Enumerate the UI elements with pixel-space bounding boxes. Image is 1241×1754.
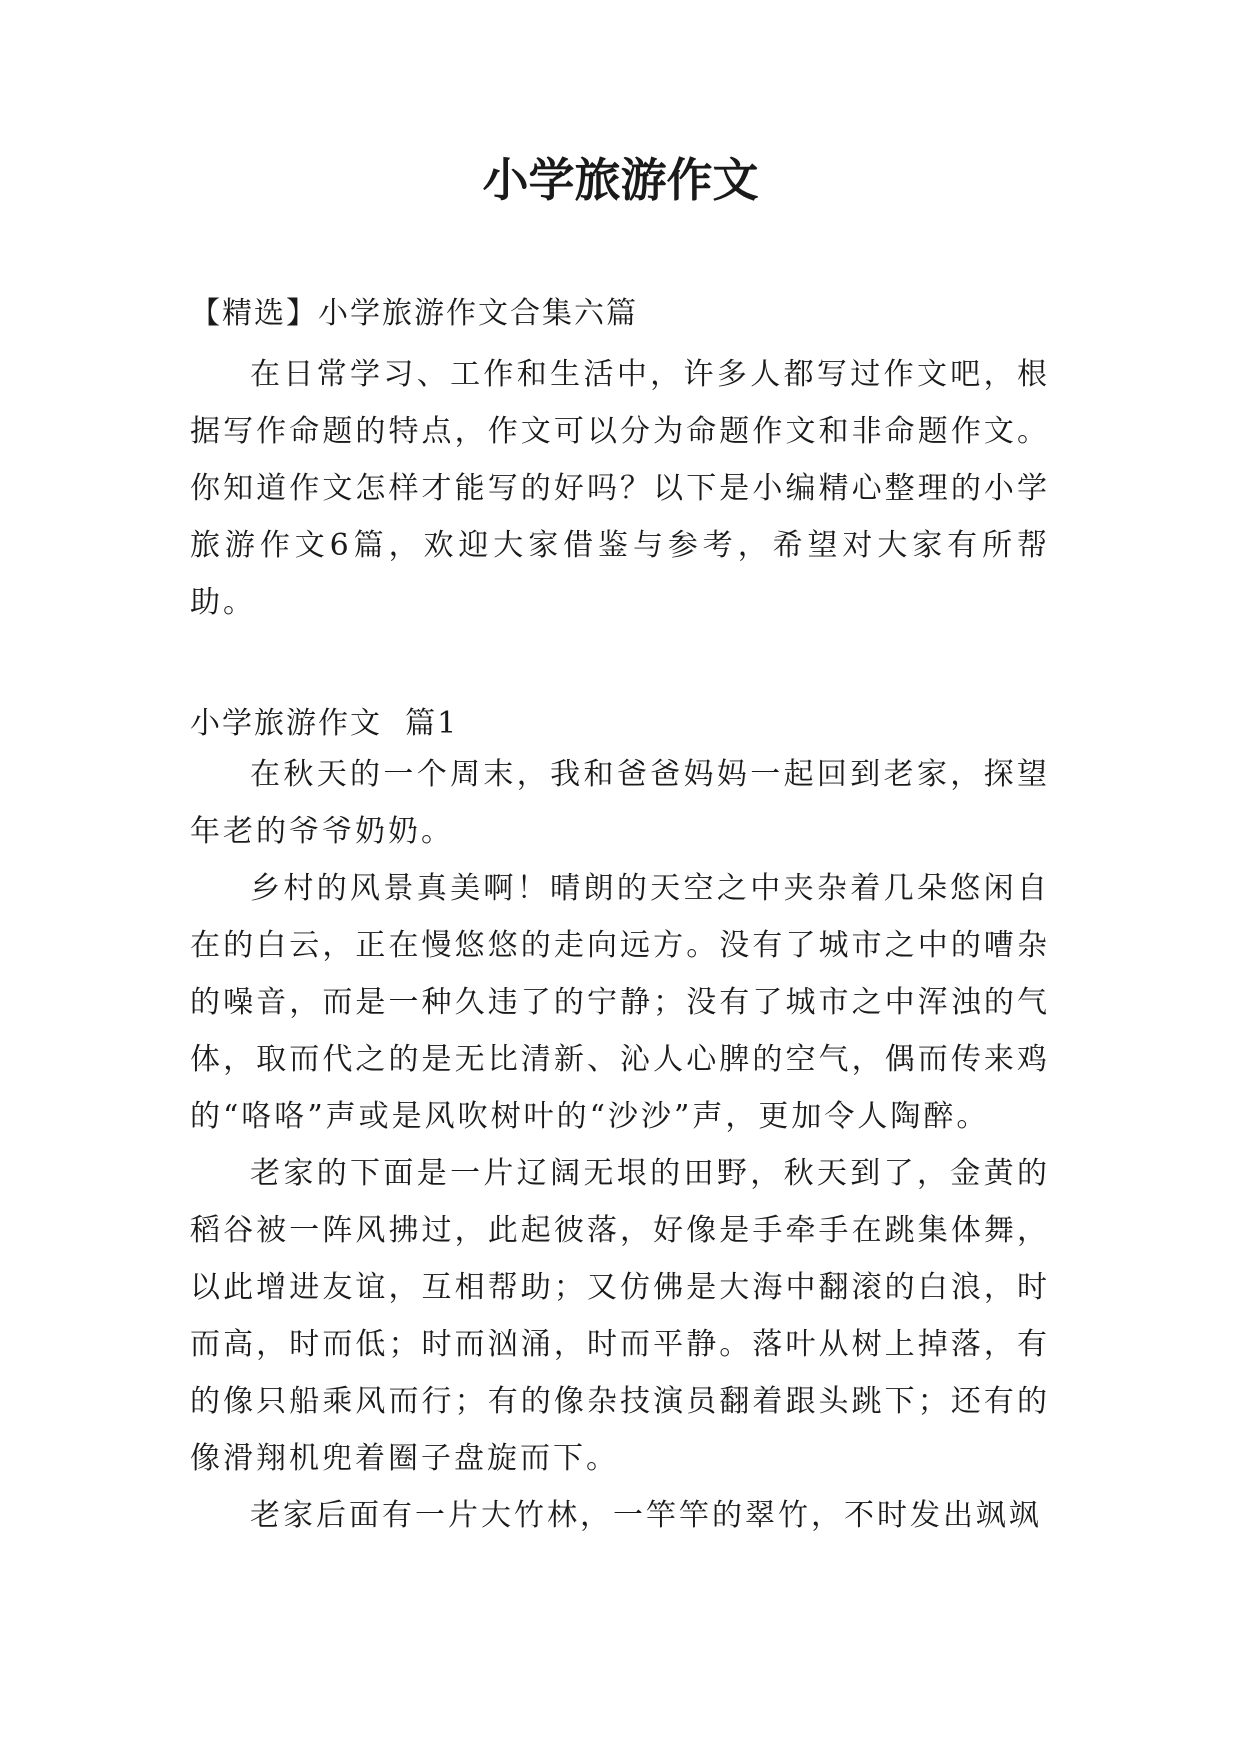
- body-paragraph: 老家的下面是一片辽阔无垠的田野，秋天到了，金黄的稻谷被一阵风拂过，此起彼落，好像是手牵手在跳集体舞，以此增进友谊，互相帮助；又仿佛是大海中翻滚的白浪，时而高，时而低；时而汹涌，时而平静。落叶从树上掉落，有的像只船乘风而行；有的像杂技演员翻着跟头跳下；还有的像滑翔机兜着圈子盘旋而下。: [190, 1156, 1050, 1476]
- section-heading: 小学旅游作文 篇1: [190, 706, 459, 741]
- body-paragraph: 乡村的风景真美啊！晴朗的天空之中夹杂着几朵悠闲自在的白云，正在慢悠悠的走向远方。没有了城市之中的嘈杂的噪音，而是一种久违了的宁静；没有了城市之中浑浊的气体，取而代之的是无比清新、沁人心脾的空气，偶而传来鸡的“咯咯”声或是风吹树叶的“沙沙”声，更加令人陶醉。: [190, 871, 1050, 1134]
- body-paragraph: 老家后面有一片大竹林，一竿竿的翠竹，不时发出飒飒: [250, 1498, 1042, 1533]
- body-paragraph: 在秋天的一个周末，我和爸爸妈妈一起回到老家，探望年老的爷爷奶奶。: [190, 757, 1050, 849]
- document-subtitle: 【精选】小学旅游作文合集六篇: [190, 296, 638, 331]
- intro-paragraph: 在日常学习、工作和生活中，许多人都写过作文吧，根据写作命题的特点，作文可以分为命题作文和非命题作文。你知道作文怎样才能写的好吗？以下是小编精心整理的小学旅游作文6篇，欢迎大家借鉴与参考，希望对大家有所帮助。: [190, 357, 1050, 620]
- document-title: 小学旅游作文: [482, 153, 759, 207]
